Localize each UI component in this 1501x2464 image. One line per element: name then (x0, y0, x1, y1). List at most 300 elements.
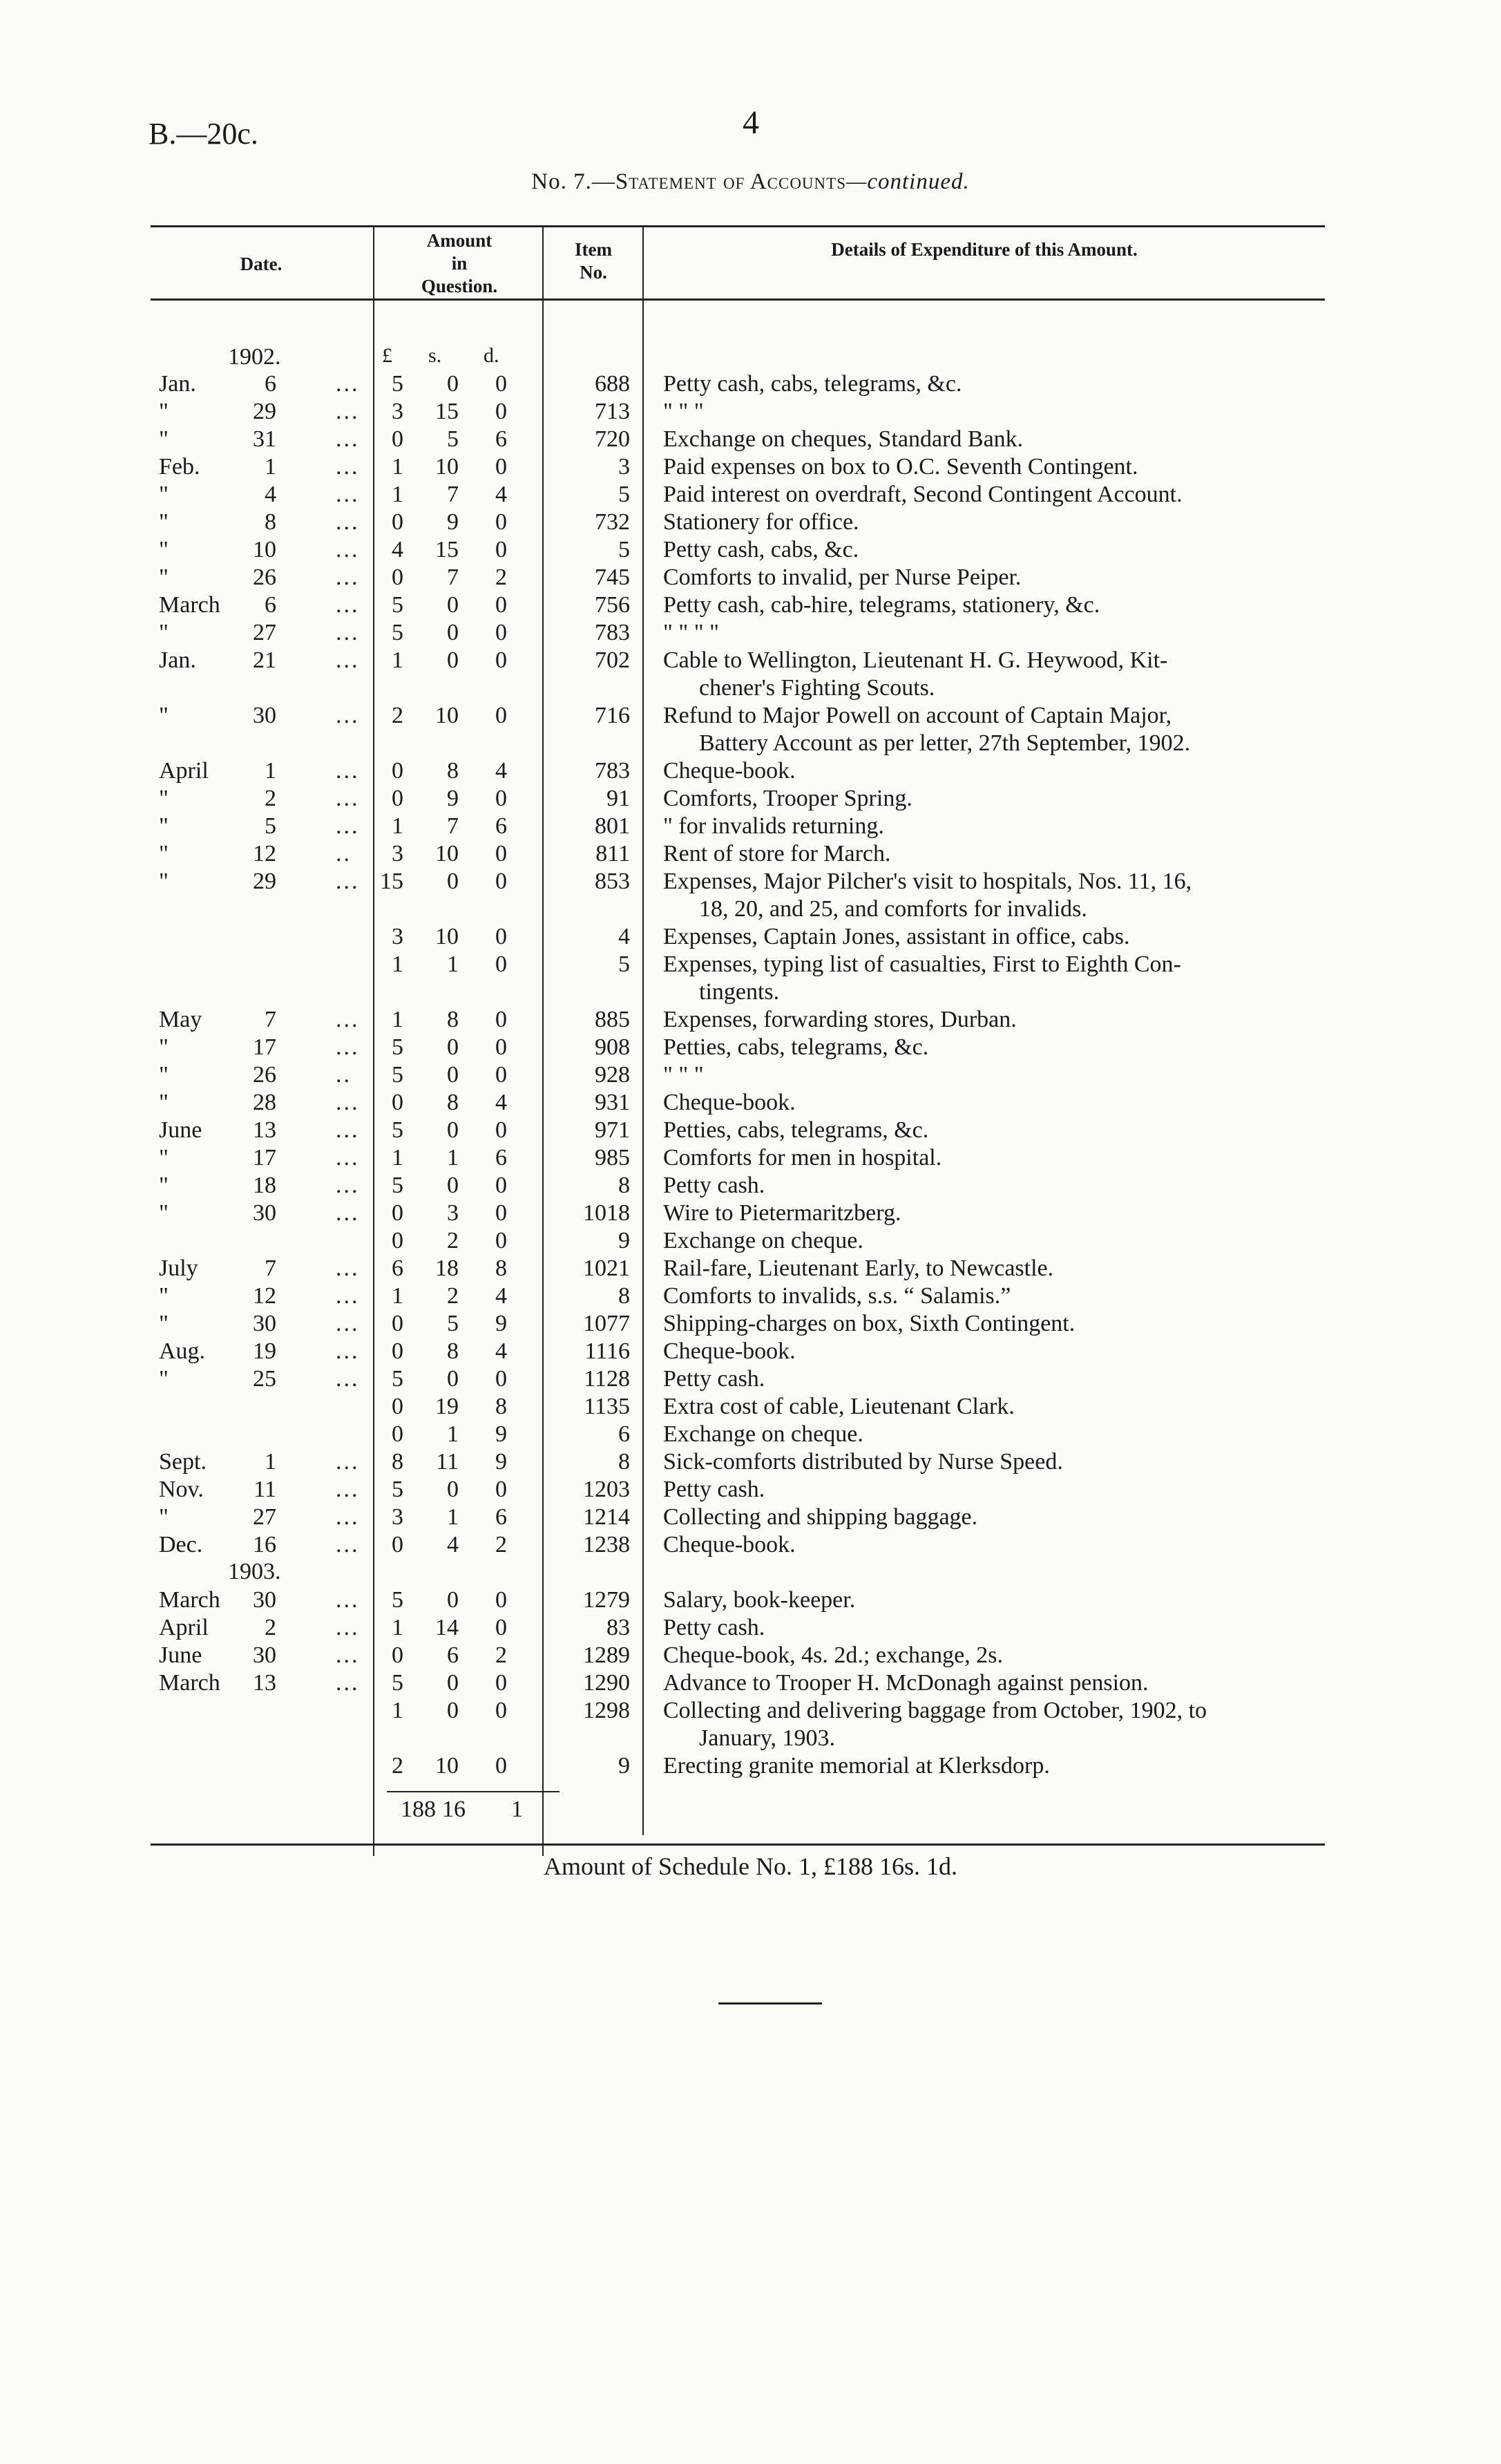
row-leader-dots: ... (336, 1007, 360, 1032)
row-month: " (159, 399, 169, 424)
table-row (0, 1393, 1501, 1421)
table-row (0, 757, 1501, 785)
row-detail: Rent of store for March. (663, 841, 891, 866)
row-month: " (159, 786, 169, 811)
row-shillings: 1 (447, 1421, 459, 1447)
row-pounds: 5 (392, 371, 403, 397)
table-row (0, 619, 1501, 647)
row-item-no: 1290 (583, 1670, 630, 1696)
title-prefix: No. 7.— (531, 169, 615, 194)
row-pence: 4 (495, 482, 507, 507)
row-pence: 0 (495, 509, 507, 535)
row-leader-dots: ... (336, 1200, 360, 1226)
header-top-rule (151, 225, 1325, 227)
row-item-no: 83 (606, 1615, 630, 1640)
row-item-no: 702 (595, 647, 630, 673)
row-pence: 9 (495, 1449, 507, 1475)
table-row (0, 1338, 1501, 1365)
row-day: 5 (265, 813, 276, 839)
row-pence: 0 (495, 1007, 507, 1032)
row-shillings: 0 (447, 1062, 459, 1088)
row-pounds: 1 (392, 454, 403, 480)
row-leader-dots: ... (336, 647, 360, 673)
row-month: " (159, 426, 169, 452)
row-shillings: 0 (447, 1477, 459, 1502)
row-day: 17 (253, 1145, 276, 1171)
row-shillings: 2 (447, 1283, 459, 1309)
row-detail: Expenses, Major Pilcher's visit to hospitals, Nos. 11, 16, (663, 869, 1192, 894)
row-day: 27 (253, 1504, 276, 1530)
row-detail: Erecting granite memorial at Klerksdorp. (663, 1753, 1050, 1779)
row-shillings: 9 (447, 786, 459, 811)
row-item-no: 3 (618, 454, 630, 480)
row-pounds: 15 (380, 869, 403, 894)
row-item-no: 1128 (584, 1366, 630, 1392)
row-month: " (159, 1090, 169, 1115)
row-detail: Petty cash. (663, 1615, 765, 1640)
row-detail: Cheque-book. (663, 758, 796, 784)
row-pounds: 5 (392, 1062, 403, 1088)
row-detail: Petty cash, cabs, &c. (663, 537, 859, 562)
row-shillings: 14 (435, 1615, 459, 1640)
row-shillings: 10 (435, 924, 459, 949)
row-day: 29 (253, 869, 276, 894)
row-pounds: 0 (392, 1090, 403, 1115)
row-detail: Petty cash. (663, 1366, 765, 1392)
row-item-no: 688 (595, 371, 630, 397)
currency-pounds: £ (382, 344, 392, 367)
row-item-no: 853 (595, 869, 630, 894)
row-pounds: 5 (392, 1477, 403, 1502)
table-row (0, 1365, 1501, 1393)
table-row (0, 1089, 1501, 1117)
row-month: Feb. (159, 454, 200, 480)
table-row (0, 785, 1501, 813)
row-leader-dots: ... (336, 758, 360, 784)
row-shillings: 7 (447, 813, 459, 839)
row-pounds: 0 (392, 786, 403, 811)
table-row (0, 1117, 1501, 1144)
row-item-no: 91 (606, 786, 630, 811)
row-day: 6 (265, 592, 276, 618)
row-leader-dots: ... (336, 1311, 360, 1336)
row-pence: 0 (495, 371, 507, 397)
table-row (0, 840, 1501, 868)
total-pence: 1 (511, 1797, 523, 1822)
table-row (0, 1448, 1501, 1476)
row-day: 7 (265, 1255, 276, 1281)
row-pence: 0 (495, 592, 507, 618)
row-item-no: 1077 (583, 1311, 630, 1336)
row-pounds: 0 (392, 1311, 403, 1336)
table-row (0, 398, 1501, 426)
row-item-no: 1021 (583, 1255, 630, 1281)
row-month: April (159, 1615, 209, 1640)
row-pence: 0 (495, 1587, 507, 1613)
page-number: 4 (743, 104, 759, 141)
row-pounds: 1 (392, 482, 403, 507)
table-row (0, 426, 1501, 453)
row-pounds: 5 (392, 1173, 403, 1198)
row-detail: Comforts for men in hospital. (663, 1145, 942, 1171)
row-detail-continued: 18, 20, and 25, and comforts for invalids. (699, 896, 1087, 922)
row-day: 27 (253, 620, 276, 645)
row-detail: Expenses, forwarding stores, Durban. (663, 1007, 1017, 1032)
row-shillings: 10 (435, 841, 459, 866)
row-shillings: 1 (447, 951, 459, 977)
row-pounds: 3 (392, 841, 403, 866)
row-pence: 2 (495, 1642, 507, 1668)
row-shillings: 10 (435, 1753, 459, 1779)
row-month: " (159, 565, 169, 590)
row-shillings: 1 (447, 1145, 459, 1171)
table-row (0, 1172, 1501, 1200)
row-month: " (159, 1173, 169, 1198)
row-day: 10 (253, 537, 276, 562)
row-pence: 0 (495, 454, 507, 480)
row-day: 26 (253, 1062, 276, 1088)
row-shillings: 4 (447, 1532, 459, 1557)
row-pence: 4 (495, 758, 507, 784)
table-row-continuation (0, 674, 1501, 702)
row-pounds: 1 (392, 1615, 403, 1640)
row-pence: 8 (495, 1255, 507, 1281)
row-month: Aug. (159, 1338, 206, 1364)
row-shillings: 5 (447, 1311, 459, 1336)
row-month: " (159, 482, 169, 507)
row-pence: 0 (495, 620, 507, 645)
row-detail-continued: chener's Fighting Scouts. (699, 675, 935, 701)
row-pence: 0 (495, 1117, 507, 1143)
row-pence: 0 (495, 1477, 507, 1502)
row-item-no: 1238 (583, 1532, 630, 1557)
row-month: Sept. (159, 1449, 207, 1475)
row-leader-dots: ... (336, 509, 360, 535)
row-leader-dots: ... (336, 1090, 360, 1115)
table-row (0, 564, 1501, 591)
row-detail: " " " (663, 1062, 704, 1088)
document-code: B.—20c. (149, 117, 258, 151)
table-row (0, 1586, 1501, 1614)
row-month: " (159, 1034, 169, 1060)
row-shillings: 8 (447, 1090, 459, 1115)
total-row (0, 1795, 1501, 1824)
row-shillings: 9 (447, 509, 459, 535)
row-day: 25 (253, 1366, 276, 1392)
row-leader-dots: ... (336, 703, 360, 728)
total-top-rule (387, 1791, 560, 1792)
row-pounds: 0 (392, 1642, 403, 1668)
row-pence: 0 (495, 841, 507, 866)
row-item-no: 1289 (583, 1642, 630, 1668)
table-row (0, 1531, 1501, 1559)
row-detail-continued: Battery Account as per letter, 27th September, 1902. (699, 730, 1191, 756)
row-leader-dots: ... (336, 620, 360, 645)
row-day: 11 (254, 1477, 276, 1502)
row-shillings: 0 (447, 647, 459, 673)
row-leader-dots: ... (336, 1338, 360, 1364)
row-day: 8 (265, 509, 276, 535)
row-leader-dots: ... (336, 869, 360, 894)
row-shillings: 18 (435, 1255, 459, 1281)
row-month: Nov. (159, 1477, 204, 1502)
row-pounds: 0 (392, 1532, 403, 1557)
row-shillings: 7 (447, 565, 459, 590)
table-row-continuation (0, 895, 1501, 923)
row-pence: 0 (495, 399, 507, 424)
row-month: Dec. (159, 1532, 203, 1557)
table-row (0, 1642, 1501, 1669)
row-pounds: 2 (392, 1753, 403, 1779)
row-pounds: 5 (392, 1587, 403, 1613)
date-column-header: Date. (240, 254, 283, 274)
row-pounds: 3 (392, 924, 403, 949)
row-leader-dots: ... (336, 1587, 360, 1613)
row-month: " (159, 841, 169, 866)
row-item-no: 4 (618, 924, 630, 949)
row-shillings: 15 (435, 537, 459, 562)
row-pence: 4 (495, 1283, 507, 1309)
table-row (0, 1669, 1501, 1697)
amount-header-line-1: Amount (426, 230, 493, 251)
details-column-header: Details of Expenditure of this Amount. (831, 239, 1138, 260)
row-detail: Paid interest on overdraft, Second Contingent Account. (663, 482, 1183, 507)
row-pounds: 0 (392, 426, 403, 452)
row-shillings: 0 (447, 1117, 459, 1143)
row-pence: 0 (495, 924, 507, 949)
table-row (0, 1061, 1501, 1089)
row-item-no: 9 (618, 1228, 630, 1253)
row-detail: Extra cost of cable, Lieutenant Clark. (663, 1394, 1015, 1419)
row-pence: 0 (495, 1670, 507, 1696)
row-detail: Petty cash. (663, 1173, 765, 1198)
row-pence: 0 (495, 647, 507, 673)
row-detail: Salary, book-keeper. (663, 1587, 856, 1613)
row-leader-dots: ... (336, 1615, 360, 1640)
item-column-header (544, 238, 642, 284)
row-pence: 0 (495, 1200, 507, 1226)
row-day: 28 (253, 1090, 276, 1115)
row-detail: Collecting and delivering baggage from October, 1902, to (663, 1698, 1207, 1723)
year-1903: 1903. (228, 1559, 281, 1584)
row-shillings: 3 (447, 1200, 459, 1226)
amount-header-line-3: Question. (421, 276, 498, 296)
row-shillings: 0 (447, 371, 459, 397)
row-pence: 0 (495, 1228, 507, 1253)
row-pounds: 5 (392, 1034, 403, 1060)
row-item-no: 1298 (583, 1698, 630, 1723)
row-day: 13 (253, 1117, 276, 1143)
row-pence: 0 (495, 1698, 507, 1723)
row-detail: " " " (663, 399, 704, 424)
row-pence: 9 (495, 1311, 507, 1336)
row-pence: 0 (495, 1062, 507, 1088)
row-month: " (159, 537, 169, 562)
row-pounds: 1 (392, 647, 403, 673)
row-detail: Comforts to invalids, s.s. “ Salamis.” (663, 1283, 1011, 1309)
row-item-no: 745 (595, 565, 630, 590)
total-pounds: 188 (401, 1797, 436, 1822)
currency-shillings: s. (428, 344, 442, 367)
table-row (0, 536, 1501, 564)
row-shillings: 10 (435, 703, 459, 728)
row-shillings: 0 (447, 869, 459, 894)
row-shillings: 15 (435, 399, 459, 424)
row-leader-dots: ... (336, 537, 360, 562)
row-pence: 4 (495, 1090, 507, 1115)
row-day: 16 (253, 1532, 276, 1557)
row-pounds: 3 (392, 1504, 403, 1530)
row-leader-dots: ... (336, 1117, 360, 1143)
table-row (0, 481, 1501, 509)
table-row (0, 1476, 1501, 1504)
row-detail: " for invalids returning. (663, 813, 884, 839)
row-shillings: 0 (447, 592, 459, 618)
row-shillings: 0 (447, 1698, 459, 1723)
row-shillings: 8 (447, 758, 459, 784)
row-month: March (159, 1587, 220, 1613)
row-month: " (159, 1311, 169, 1336)
row-leader-dots: ... (336, 482, 360, 507)
table-row (0, 813, 1501, 840)
table-row (0, 923, 1501, 951)
row-pence: 6 (495, 426, 507, 452)
row-leader-dots: ... (336, 1034, 360, 1060)
row-pence: 6 (495, 1504, 507, 1530)
table-row (0, 1310, 1501, 1338)
row-month: " (159, 703, 169, 728)
row-item-no: 1116 (584, 1338, 630, 1364)
row-leader-dots: ... (336, 1670, 360, 1696)
row-pence: 0 (495, 537, 507, 562)
row-month: March (159, 592, 220, 618)
row-leader-dots: .. (336, 841, 352, 866)
row-item-no: 971 (595, 1117, 630, 1143)
row-leader-dots: ... (336, 1283, 360, 1309)
row-item-no: 9 (618, 1753, 630, 1779)
row-pounds: 5 (392, 1366, 403, 1392)
row-item-no: 8 (618, 1173, 630, 1198)
row-detail: Petty cash. (663, 1477, 765, 1502)
row-pounds: 5 (392, 1117, 403, 1143)
header-bottom-rule (151, 298, 1325, 301)
row-shillings: 10 (435, 454, 459, 480)
row-item-no: 908 (595, 1034, 630, 1060)
row-day: 19 (253, 1338, 276, 1364)
row-leader-dots: ... (336, 1366, 360, 1392)
row-day: 21 (253, 647, 276, 673)
row-day: 18 (253, 1173, 276, 1198)
end-rule (718, 2002, 822, 2005)
row-item-no: 5 (618, 482, 630, 507)
row-detail: Comforts, Trooper Spring. (663, 786, 912, 811)
table-row (0, 1255, 1501, 1282)
table-row (0, 509, 1501, 536)
row-pounds: 0 (392, 1394, 403, 1419)
title-suffix: —continued. (846, 169, 970, 194)
row-pounds: 0 (392, 1228, 403, 1253)
row-detail: Petties, cabs, telegrams, &c. (663, 1034, 929, 1060)
row-day: 4 (265, 482, 276, 507)
table-row (0, 1227, 1501, 1255)
row-item-no: 8 (618, 1283, 630, 1309)
row-detail: Advance to Trooper H. McDonagh against pension. (663, 1670, 1149, 1696)
row-detail: Cheque-book. (663, 1532, 796, 1557)
row-detail: Collecting and shipping baggage. (663, 1504, 978, 1530)
row-item-no: 5 (618, 951, 630, 977)
table-row-continuation (0, 1725, 1501, 1752)
row-shillings: 8 (447, 1007, 459, 1032)
row-pence: 0 (495, 786, 507, 811)
row-item-no: 885 (595, 1007, 630, 1032)
row-detail: Petties, cabs, telegrams, &c. (663, 1117, 929, 1143)
row-leader-dots: ... (336, 1173, 360, 1198)
row-pounds: 0 (392, 1338, 403, 1364)
row-day: 1 (265, 1449, 276, 1475)
row-detail: Sick-comforts distributed by Nurse Speed. (663, 1449, 1063, 1475)
row-shillings: 0 (447, 1366, 459, 1392)
row-pounds: 1 (392, 1698, 403, 1723)
row-month: " (159, 1283, 169, 1309)
row-pounds: 1 (392, 1007, 403, 1032)
row-day: 17 (253, 1034, 276, 1060)
row-month: Jan. (159, 371, 196, 397)
row-month: April (159, 758, 209, 784)
table-row-continuation (0, 730, 1501, 757)
row-pence: 0 (495, 1173, 507, 1198)
row-month: " (159, 1504, 169, 1530)
row-detail: Comforts to invalid, per Nurse Peiper. (663, 565, 1022, 590)
row-pounds: 2 (392, 703, 403, 728)
table-row (0, 1421, 1501, 1448)
row-item-no: 756 (595, 592, 630, 618)
row-detail-continued: tingents. (699, 979, 780, 1005)
row-leader-dots: ... (336, 1449, 360, 1475)
row-item-no: 6 (618, 1421, 630, 1447)
total-shillings: 16 (442, 1797, 466, 1822)
table-row (0, 1282, 1501, 1310)
row-leader-dots: ... (336, 1255, 360, 1281)
row-month: " (159, 1145, 169, 1171)
row-detail: Refund to Major Powell on account of Captain Major, (663, 703, 1172, 728)
item-header-line-1: Item (575, 239, 612, 260)
row-item-no: 8 (618, 1449, 630, 1475)
row-pounds: 1 (392, 1283, 403, 1309)
row-pounds: 6 (392, 1255, 403, 1281)
row-pounds: 0 (392, 758, 403, 784)
row-item-no: 1214 (583, 1504, 630, 1530)
row-item-no: 716 (595, 703, 630, 728)
row-detail: Cable to Wellington, Lieutenant H. G. Heywood, Kit- (663, 647, 1168, 673)
row-item-no: 1203 (583, 1477, 630, 1502)
row-day: 13 (253, 1670, 276, 1696)
row-detail: Cheque-book. (663, 1338, 796, 1364)
table-row (0, 951, 1501, 978)
row-pence: 0 (495, 1615, 507, 1640)
row-pence: 0 (495, 1034, 507, 1060)
row-day: 30 (253, 1642, 276, 1668)
row-month: " (159, 813, 169, 839)
row-shillings: 6 (447, 1642, 459, 1668)
row-leader-dots: ... (336, 786, 360, 811)
table-row (0, 453, 1501, 481)
row-shillings: 0 (447, 1173, 459, 1198)
row-pounds: 1 (392, 951, 403, 977)
row-pounds: 1 (392, 1145, 403, 1171)
row-day: 6 (265, 371, 276, 397)
row-item-no: 801 (595, 813, 630, 839)
row-detail: Cheque-book. (663, 1090, 796, 1115)
